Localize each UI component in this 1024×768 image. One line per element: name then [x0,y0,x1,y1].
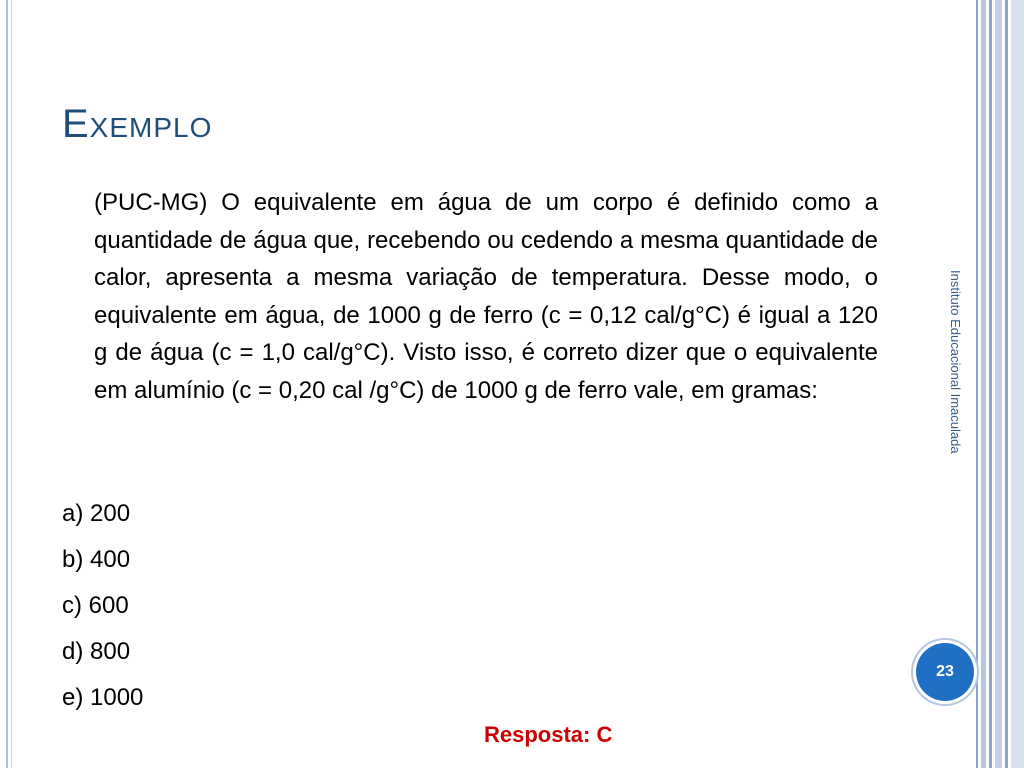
right-border-stripe [1011,0,1024,768]
right-border-stripe [995,0,1002,768]
left-border-line [6,0,8,768]
option-a: a) 200 [62,500,131,527]
slide-title: Exemplo [62,102,213,146]
right-border-stripe [981,0,986,768]
institution-label: Instituto Educacional Imaculada [948,270,963,454]
right-border-stripe [976,0,978,768]
right-border-stripe [1005,0,1008,768]
page-number-badge [916,643,974,701]
page-number: 23 [936,663,954,680]
answer-text: Resposta: C [484,722,613,747]
option-b: b) 400 [62,546,131,573]
left-border-line-inner [11,0,12,768]
right-border-stripe [989,0,992,768]
option-c: c) 600 [62,592,129,619]
answer-options [62,494,143,724]
option-e: e) 1000 [62,684,144,711]
option-d: d) 800 [62,638,131,665]
question-text: (PUC-MG) O equivalente em água de um corpo é definido como a quantidade de água que, recebendo ou cedendo a mesma quantidade de calor, apresenta a mesma variação de temperatura. Desse modo, o equivalente em água, de 1000 g de ferro (c = 0,12 cal/g°C) é igual a 120 g de água (c = 1,0 cal/g°C). Visto isso, é correto dizer que o equivalente em alumínio (c = 0,20 cal /g°C) de 1000 g de ferro vale, em gramas: [94,189,878,404]
